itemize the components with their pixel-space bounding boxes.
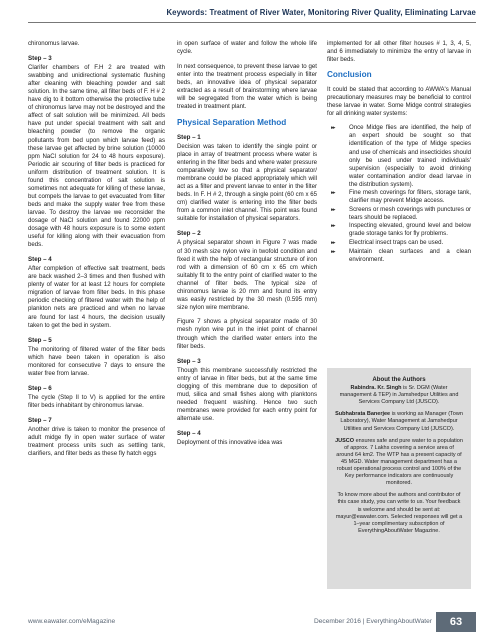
header-rule: [28, 22, 476, 23]
double-arrow-icon: ▸▸: [331, 240, 335, 247]
paragraph: in open surface of water and follow the whole life cycle.: [177, 40, 317, 56]
author-name: Rabindra. Kr. Singh: [350, 385, 402, 392]
step-heading: Step – 4: [28, 256, 52, 264]
column-1: [28, 40, 165, 465]
keywords-line: Keywords: Treatment of River Water, Monitoring River Quality, Eliminating Larvae: [166, 8, 476, 17]
list-item: ▸▸ Inspecting elevated, ground level and below grade storage tanks for fly problems.: [331, 222, 471, 238]
list-item: ▸▸ Once Midge flies are identified, the help of an expert should be sought so that identification of the type of Midge species and use of chemicals and insecticides should only be used under trained individuals' supervision (especially to avoid drinking water contamination and/or dead larvae in the distribution system).: [331, 124, 471, 188]
paragraph: A physical separator shown in Figure 7 was made of 30 mesh size nylon wire in twofold condition and fixed it with the help of rectangular structure of iron rod with a dimension of 60 cm x 65 cm which suitably fit to the entry point of clarified water to the channel of filter beds. The typical size of chironomus larvae is 20 mm and found its entry was easily restricted by the 30 mesh (0.595 mm) size nylon wire membrane.: [177, 239, 317, 311]
double-arrow-icon: ▸▸: [331, 223, 335, 230]
paragraph: Another drive is taken to monitor the presence of adult midge fly in open water surface of water treatment process units such as settling tank, clarifiers, and filter beds as these fly hatch eggs: [28, 426, 165, 458]
paragraph: In next consequence, to prevent these larvae to get enter into the treatment process especially in filter beds, an innovative idea of physical separator extracted as a result of brainstorming where larvae will be segregated from the water which is being treated in treatment plant.: [177, 62, 317, 110]
list-item: ▸▸ Maintain clean surfaces and a clean environment.: [331, 247, 471, 263]
page-footer: [0, 604, 500, 636]
about-authors-box: [327, 368, 471, 589]
paragraph: Clarifer chambers of F.H 2 are treated with swabbing and unidirectional systematic flushing after cleaning with bleaching powder and salt solution. In the same time, all filter beds of F. H # 2 have dig to it bottom otherwise the protective tube of chironomus larve may not be destroyed and the affect of salt solution will be minimized. All beds have put under special treatment with salt and bleaching powder (to remove the organic pollutants from bed upon which larvae feed) as these larvae get affected by brine solution (10000 ppm NaCl solution for 24 to 48 hours exposure). Periodic air scouring of filter beds is practiced for uniform distribution of treatment solution. It is found this concentration of salt solution is sometimes not adequate for killing of these larvae, but compels the larvae to get evacuated from filter beds and make the supply water free from these larvae. To destroy the larvae we reconsider the dosage of NaCl solution and found 22000 ppm dosage with 48 hours exposure is to some extent useful for killing along with their evacuation from beds.: [28, 64, 165, 249]
contact-note: To know more about the authors and contributor of this case study, you can write to us. Your feedback is welcome and should be sent at: mayur@eawater.com. Selected responses will get a 1–year complimentary subscription of EverythingAboutWater Magazine.: [335, 492, 463, 534]
step-heading: Step – 1: [177, 133, 201, 141]
step-heading: Step – 7: [28, 416, 52, 424]
company-bio: JUSCO ensures safe and pure water to a population of approx. 7 Lakhs covering a service area of around 64 km2. The WTP has a present capacity of 45 MGD. Water management department has a robust operational process control and 100% of the Key performance indicators are continuously monitored.: [335, 437, 463, 487]
double-arrow-icon: ▸▸: [331, 248, 335, 255]
magazine-url[interactable]: www.eawater.com/eMagazine: [28, 618, 116, 625]
paragraph: The monitoring of filtered water of the filter beds which have been taken in operation is also monitored for consecutive 7 days to ensure the water free from larvae.: [28, 345, 165, 377]
column-2: [177, 40, 317, 454]
author-bio: Rabindra. Kr. Singh is Sr. DGM (Water management & TEP) in Jamshedpur Utilities and Services Company Ltd (JUSCO).: [339, 385, 459, 406]
step-heading: Step – 2: [177, 230, 201, 238]
step-heading: Step – 4: [177, 429, 201, 437]
step-heading: Step – 5: [28, 336, 52, 344]
author-name: Subhabrata Banerjee: [335, 411, 391, 418]
paragraph: Deployment of this innovative idea was: [177, 439, 283, 447]
paragraph: implemented for all other filter houses # 1, 3, 4, 5, and 6 immediately to minimize the entry of larvae in filter beds.: [327, 40, 471, 64]
list-item: ▸▸ Screens or mesh coverings with punctures or tears should be replaced.: [331, 205, 471, 221]
about-title: About the Authors: [372, 376, 426, 383]
company-name: JUSCO: [335, 437, 355, 444]
paragraph: chironomus larvae.: [28, 40, 80, 47]
step-heading: Step – 6: [28, 384, 52, 392]
double-arrow-icon: ▸▸: [331, 125, 335, 132]
paragraph: After completion of effective salt treatment, beds are back washed 2–3 times and then flushed with plenty of water for at least 12 hours for complete migration of larvae from filter beds. In this phase periodic checking of filtered water with the help of plankton nets are practiced and when no larvae are found for last 4 hours, the decision usually taken to get the bed in system.: [28, 265, 165, 329]
column-3: [327, 40, 471, 264]
list-item: ▸▸ Electrical insect traps can be used.: [331, 239, 444, 247]
paragraph: Though this membrane successfully restricted the entry of larvae in filter beds, but at the same time clogging of this membrane due to deposition of mud, silica and small fishes along with planktons needed frequent washing. Hence two such membranes were provided for each entry point for alternate use.: [177, 366, 317, 422]
page-header: [0, 8, 500, 24]
double-arrow-icon: ▸▸: [331, 206, 335, 213]
page-number: 63: [436, 612, 476, 632]
section-heading: Conclusion: [327, 69, 372, 79]
list-item: ▸▸ Fine mesh coverings for filters, storage tank, clarifier may prevent Midge access.: [331, 189, 471, 205]
paragraph: Figure 7 shows a physical separator made of 30 mesh nylon wire put in the inlet point of channel through which the clarified water enters into the filter beds.: [177, 318, 317, 350]
step-heading: Step – 3: [177, 357, 201, 365]
author-bio: Subhabrata Banerjee is working as Manager (Town Laboratory), Water Management at Jamshedpur Utilities and Services Company Ltd (JUSCO).: [335, 411, 463, 432]
step-heading: Step – 3: [28, 55, 52, 63]
double-arrow-icon: ▸▸: [331, 190, 335, 197]
issue-info: December 2016 | EverythingAboutWater: [313, 618, 432, 625]
paragraph: Decision was taken to identify the single point or place in array of treatment process where water is entering in the filter beds and where water pressure comparatively low so that a physical separator/ membrane could be placed appropriately which will act as a filter and prevent larvae to enter in the filter beds. In F. H # 2, through a single point (60 cm x 65 cm) clarified water is entering into the filter beds from a common inlet channel. This point was found suitable for installation of physical separators.: [177, 142, 317, 223]
bullet-list: [327, 124, 471, 263]
paragraph: The cycle (Step II to V) is applied for the entire filter beds inhabitant by chironomus larvae.: [28, 393, 165, 409]
section-heading: Physical Separation Method: [177, 117, 287, 127]
paragraph: It could be stated that according to AWWA's Manual precautionary measures may be beneficial to control these larvae in water. Some Midge control strategies for all drinking water systems:: [327, 85, 471, 117]
